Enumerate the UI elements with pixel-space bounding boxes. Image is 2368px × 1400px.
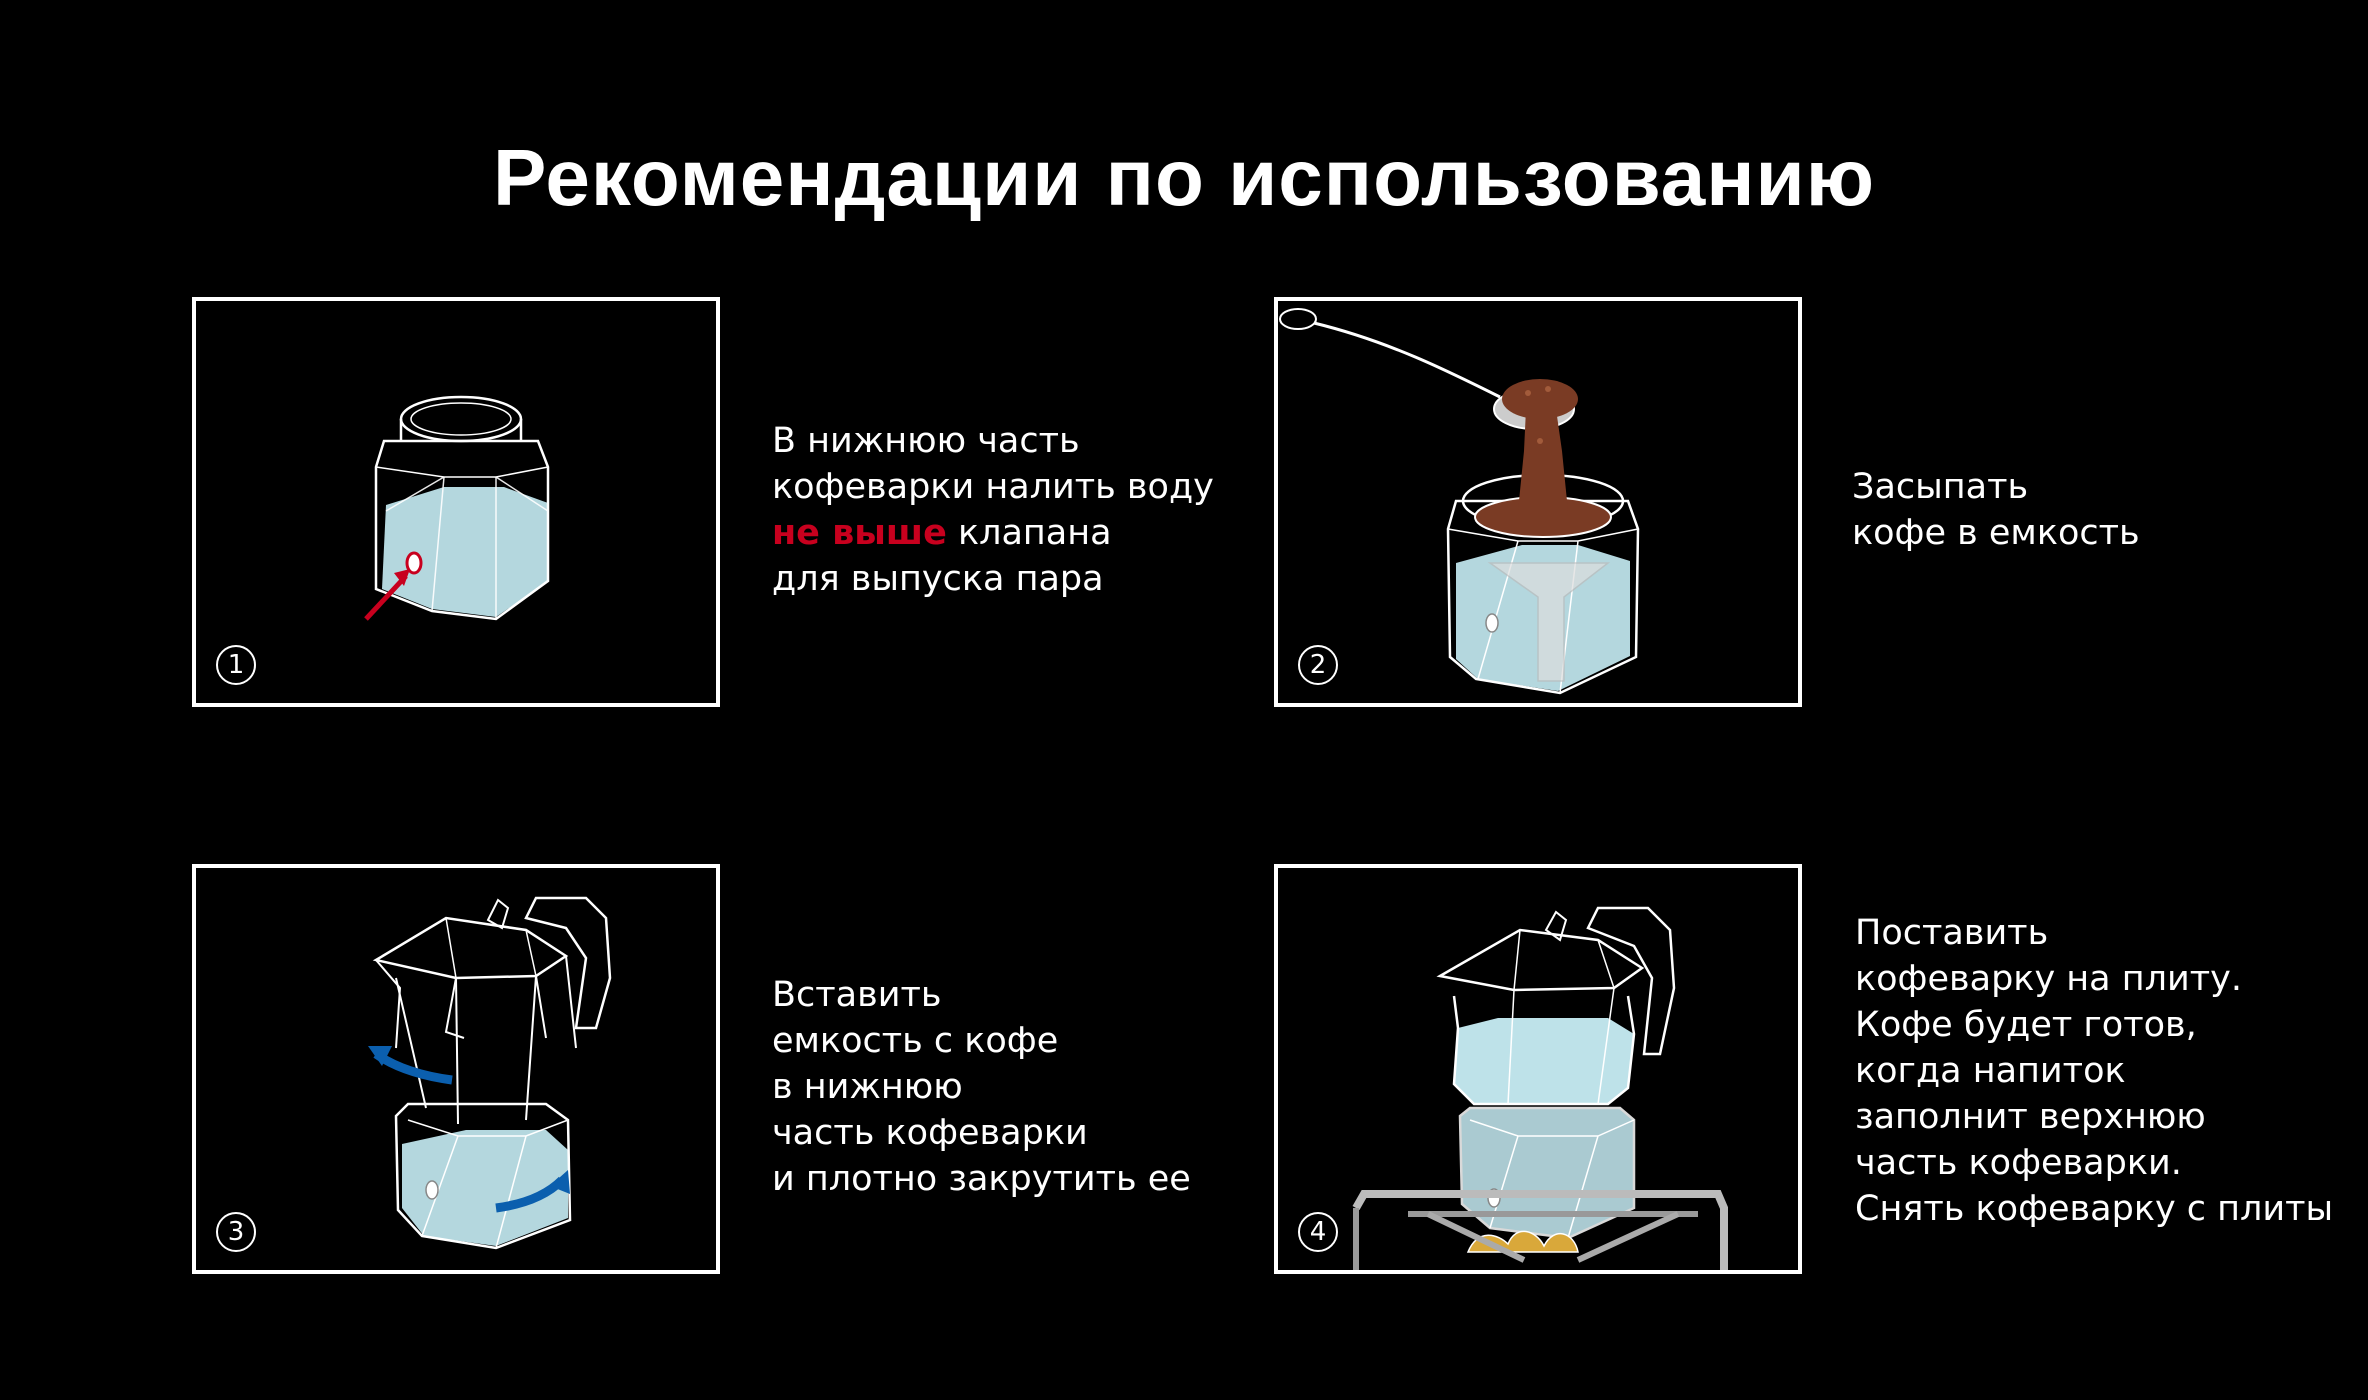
page-title: Рекомендации по использованию bbox=[492, 133, 1876, 222]
step-1-line: для выпуска пара bbox=[772, 559, 1104, 599]
step-4-panel bbox=[1274, 864, 1802, 1274]
step-3-illustration bbox=[196, 868, 720, 1274]
step-4-line: заполнит верхнюю bbox=[1855, 1097, 2206, 1137]
step-3-line: Вставить bbox=[772, 975, 942, 1015]
step-2-text bbox=[1852, 464, 2140, 556]
step-4-number: 4 bbox=[1298, 1212, 1338, 1252]
step-3-line: часть кофеварки bbox=[772, 1113, 1088, 1153]
step-3-text bbox=[772, 972, 1191, 1202]
step-2-illustration bbox=[1278, 301, 1802, 707]
step-1-panel bbox=[192, 297, 720, 707]
step-1-line: кофеварки налить воду bbox=[772, 467, 1214, 507]
step-4-text bbox=[1855, 910, 2333, 1232]
step-1-text bbox=[772, 418, 1214, 602]
step-2-panel bbox=[1274, 297, 1802, 707]
step-1-illustration bbox=[196, 301, 720, 707]
step-2-line: кофе в емкость bbox=[1852, 513, 2140, 553]
step-4-line: Кофе будет готов, bbox=[1855, 1005, 2197, 1045]
step-2-number: 2 bbox=[1298, 645, 1338, 685]
step-4-line: кофеварку на плиту. bbox=[1855, 959, 2242, 999]
step-4-line: Поставить bbox=[1855, 913, 2049, 953]
step-3-line: и плотно закрутить ее bbox=[772, 1159, 1191, 1199]
step-1-line-rest: клапана bbox=[946, 513, 1112, 553]
step-3-number: 3 bbox=[216, 1212, 256, 1252]
step-3-line: емкость с кофе bbox=[772, 1021, 1059, 1061]
step-2-line: Засыпать bbox=[1852, 467, 2029, 507]
step-4-line: когда напиток bbox=[1855, 1051, 2126, 1091]
step-3-panel bbox=[192, 864, 720, 1274]
step-3-line: в нижнюю bbox=[772, 1067, 963, 1107]
step-1-line: В нижнюю часть bbox=[772, 421, 1080, 461]
step-4-line: Снять кофеварку с плиты bbox=[1855, 1189, 2334, 1229]
warning-text: не выше bbox=[772, 513, 947, 553]
step-1-line bbox=[772, 510, 1214, 556]
step-4-line: часть кофеварки. bbox=[1855, 1143, 2182, 1183]
step-1-number: 1 bbox=[216, 645, 256, 685]
step-4-illustration bbox=[1278, 868, 1802, 1274]
